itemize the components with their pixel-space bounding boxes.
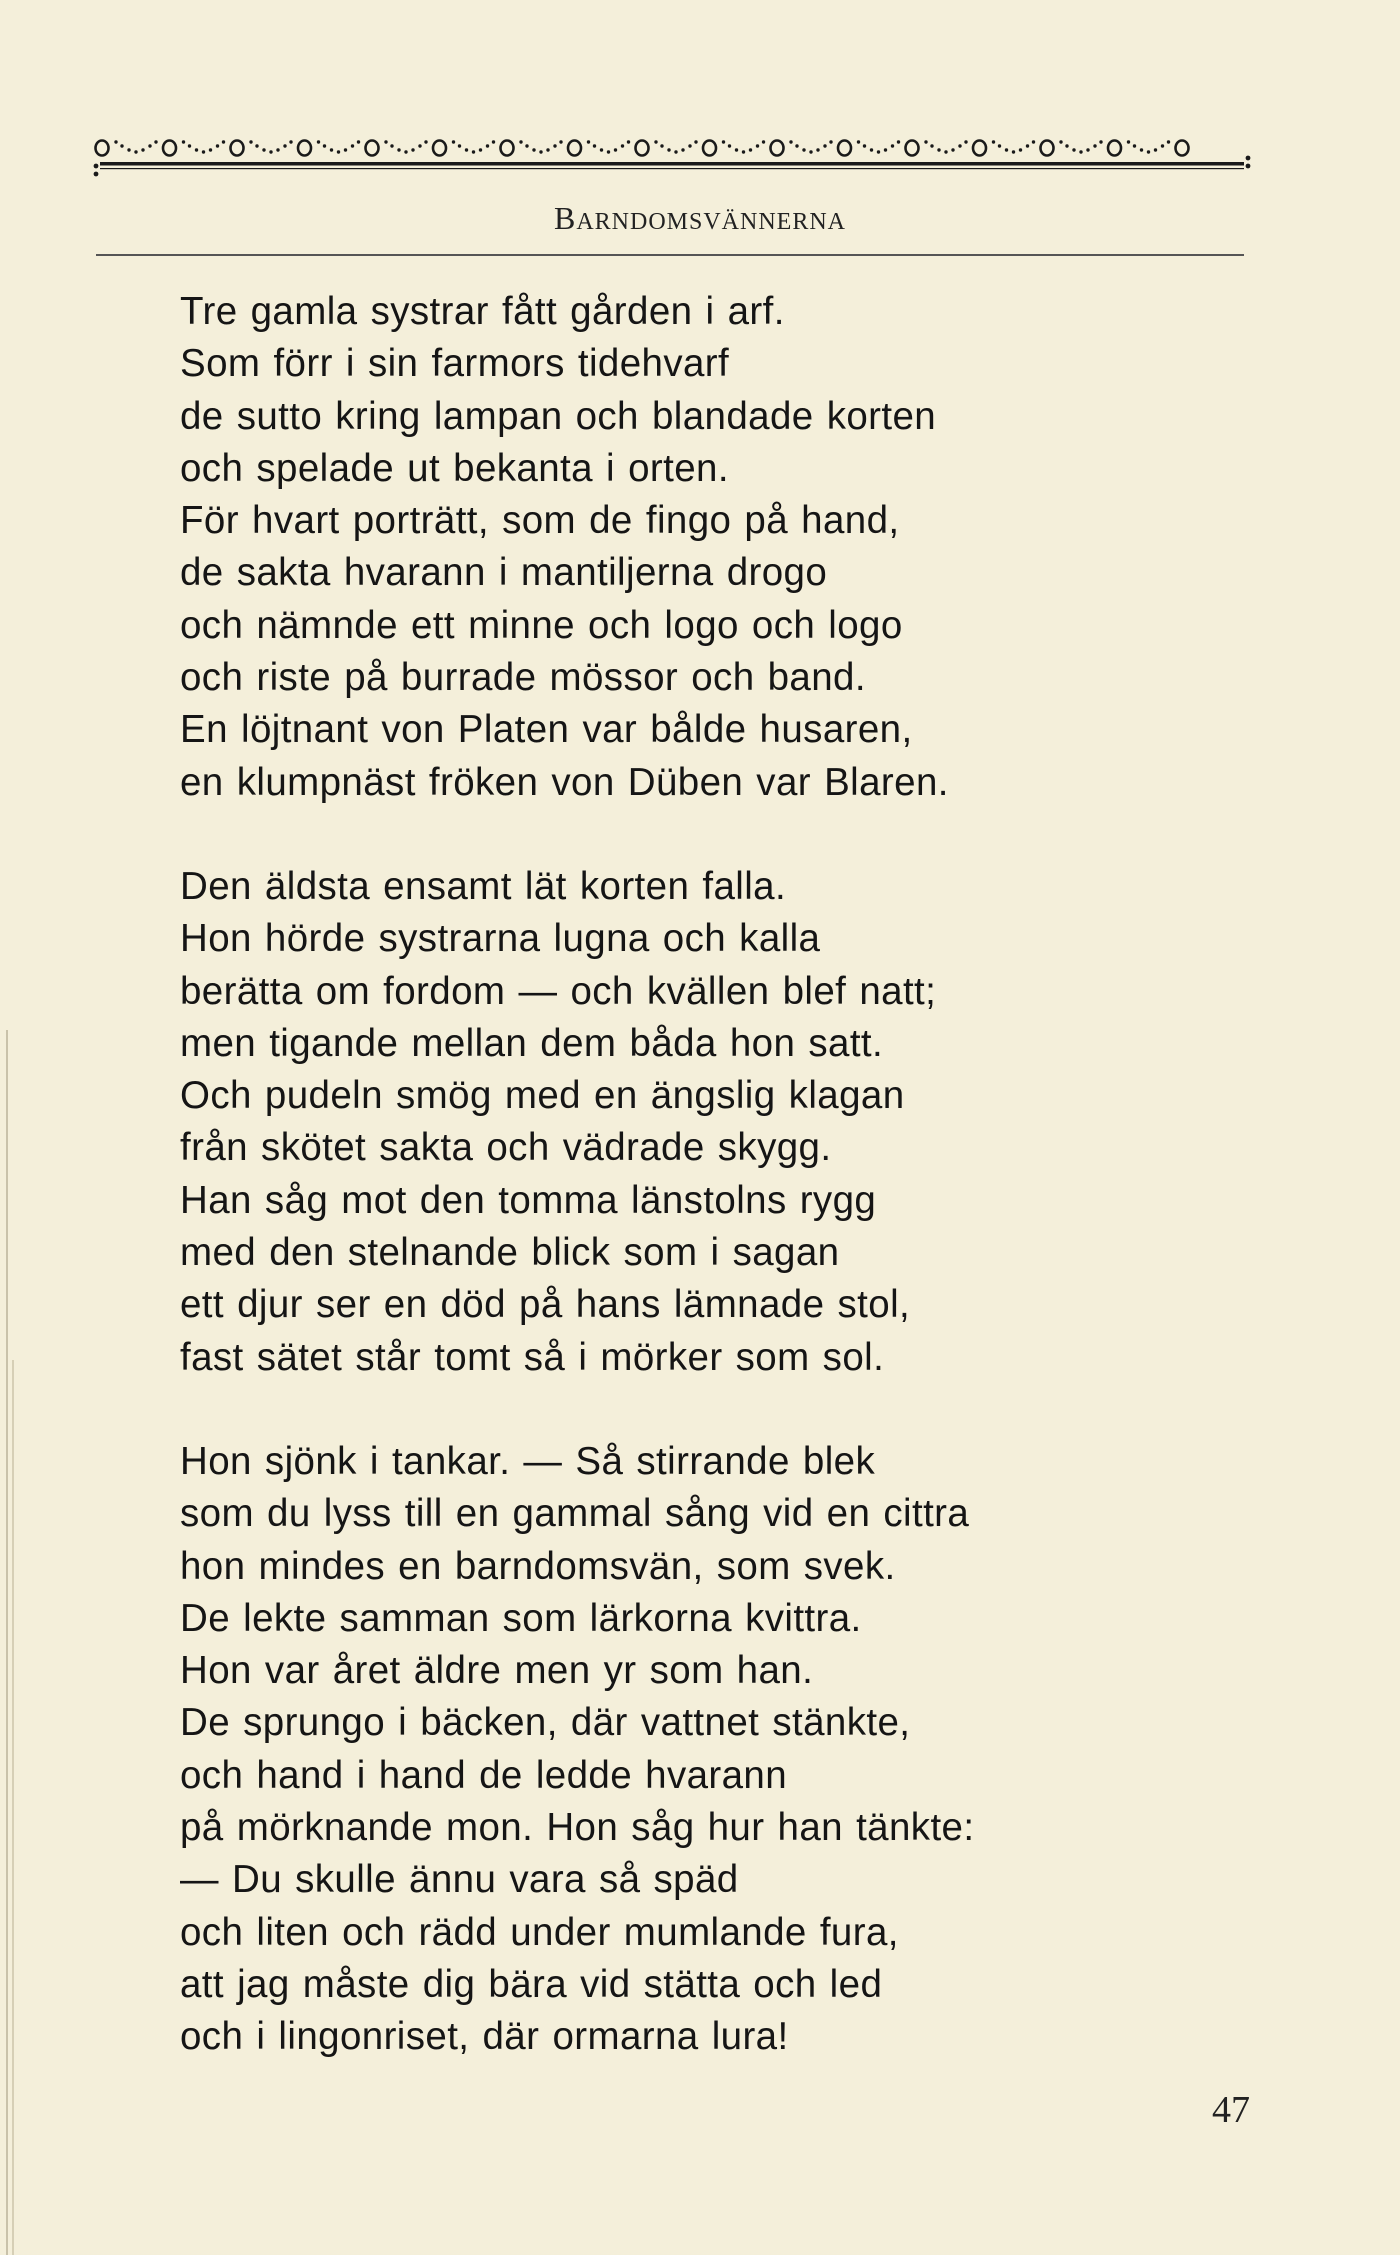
poem-line: Och pudeln smög med en ängslig klagan — [180, 1074, 905, 1118]
header-rule — [96, 254, 1244, 256]
poem-line: och nämnde ett minne och logo och logo — [180, 603, 903, 647]
poem-line: För hvart porträtt, som de fingo på hand, — [180, 499, 900, 543]
running-head-rest: ARNDOMSVÄNNERNA — [576, 209, 847, 235]
poem-line: Hon hörde systrarna lugna och kalla — [180, 917, 821, 961]
poem-line: och i lingonriset, där ormarna lura! — [180, 2015, 789, 2059]
running-head — [0, 200, 1400, 237]
poem-line: med den stelnande blick som i sagan — [180, 1231, 840, 1275]
poem-line: De sprungo i bäcken, där vattnet stänkte, — [180, 1701, 911, 1745]
poem-line: och hand i hand de ledde hvarann — [180, 1753, 788, 1797]
poem-line: Tre gamla systrar fått gården i arf. — [180, 290, 785, 333]
poem-line: fast sätet står tomt så i mörker som sol. — [180, 1335, 885, 1379]
page-edge-shadow-inner — [12, 1360, 14, 2255]
poem-line: De lekte samman som lärkorna kvittra. — [180, 1596, 862, 1640]
poem-line: berätta om fordom — och kvällen blef natt; — [180, 969, 937, 1013]
poem-line: Hon sjönk i tankar. — Så stirrande blek — [180, 1439, 876, 1483]
poem-line: och liten och rädd under mumlande fura, — [180, 1910, 899, 1954]
poem-line: — Du skulle ännu vara så späd — [180, 1858, 739, 1902]
poem-line: En löjtnant von Platen var bålde husaren, — [180, 708, 913, 752]
page-edge-shadow — [6, 1030, 8, 2255]
decorative-header-ornament — [92, 128, 1252, 180]
running-head-initial: B — [553, 200, 577, 236]
page-number: 47 — [1212, 2089, 1250, 2131]
stanza — [180, 1436, 1180, 2064]
poem-line: Som förr i sin farmors tidehvarf — [180, 342, 730, 386]
stanza — [180, 861, 1180, 1384]
poem-line: och spelade ut bekanta i orten. — [180, 446, 729, 490]
poem-line: Den äldsta ensamt lät korten falla. — [180, 864, 787, 908]
poem-line: på mörknande mon. Hon såg hur han tänkte: — [180, 1806, 975, 1850]
poem-line: från skötet sakta och vädrade skygg. — [180, 1126, 832, 1170]
poem-line: en klumpnäst fröken von Düben var Blaren. — [180, 760, 949, 804]
poem-line: de sakta hvarann i mantiljerna drogo — [180, 551, 828, 595]
poem-line: men tigande mellan dem båda hon satt. — [180, 1021, 884, 1065]
poem-line: att jag måste dig bära vid stätta och led — [180, 1962, 883, 2006]
stanza — [180, 286, 1180, 809]
poem-line: och riste på burrade mössor och band. — [180, 656, 866, 700]
poem-line: hon mindes en barndomsvän, som svek. — [180, 1544, 896, 1588]
poem-line: Han såg mot den tomma länstolns rygg — [180, 1178, 877, 1222]
poem-line: ett djur ser en död på hans lämnade stol, — [180, 1283, 911, 1327]
poem-line: de sutto kring lampan och blandade korten — [180, 394, 937, 438]
poem-body — [180, 286, 1180, 2064]
poem-line: som du lyss till en gammal sång vid en cittra — [180, 1492, 970, 1536]
poem-line: Hon var året äldre men yr som han. — [180, 1649, 814, 1693]
